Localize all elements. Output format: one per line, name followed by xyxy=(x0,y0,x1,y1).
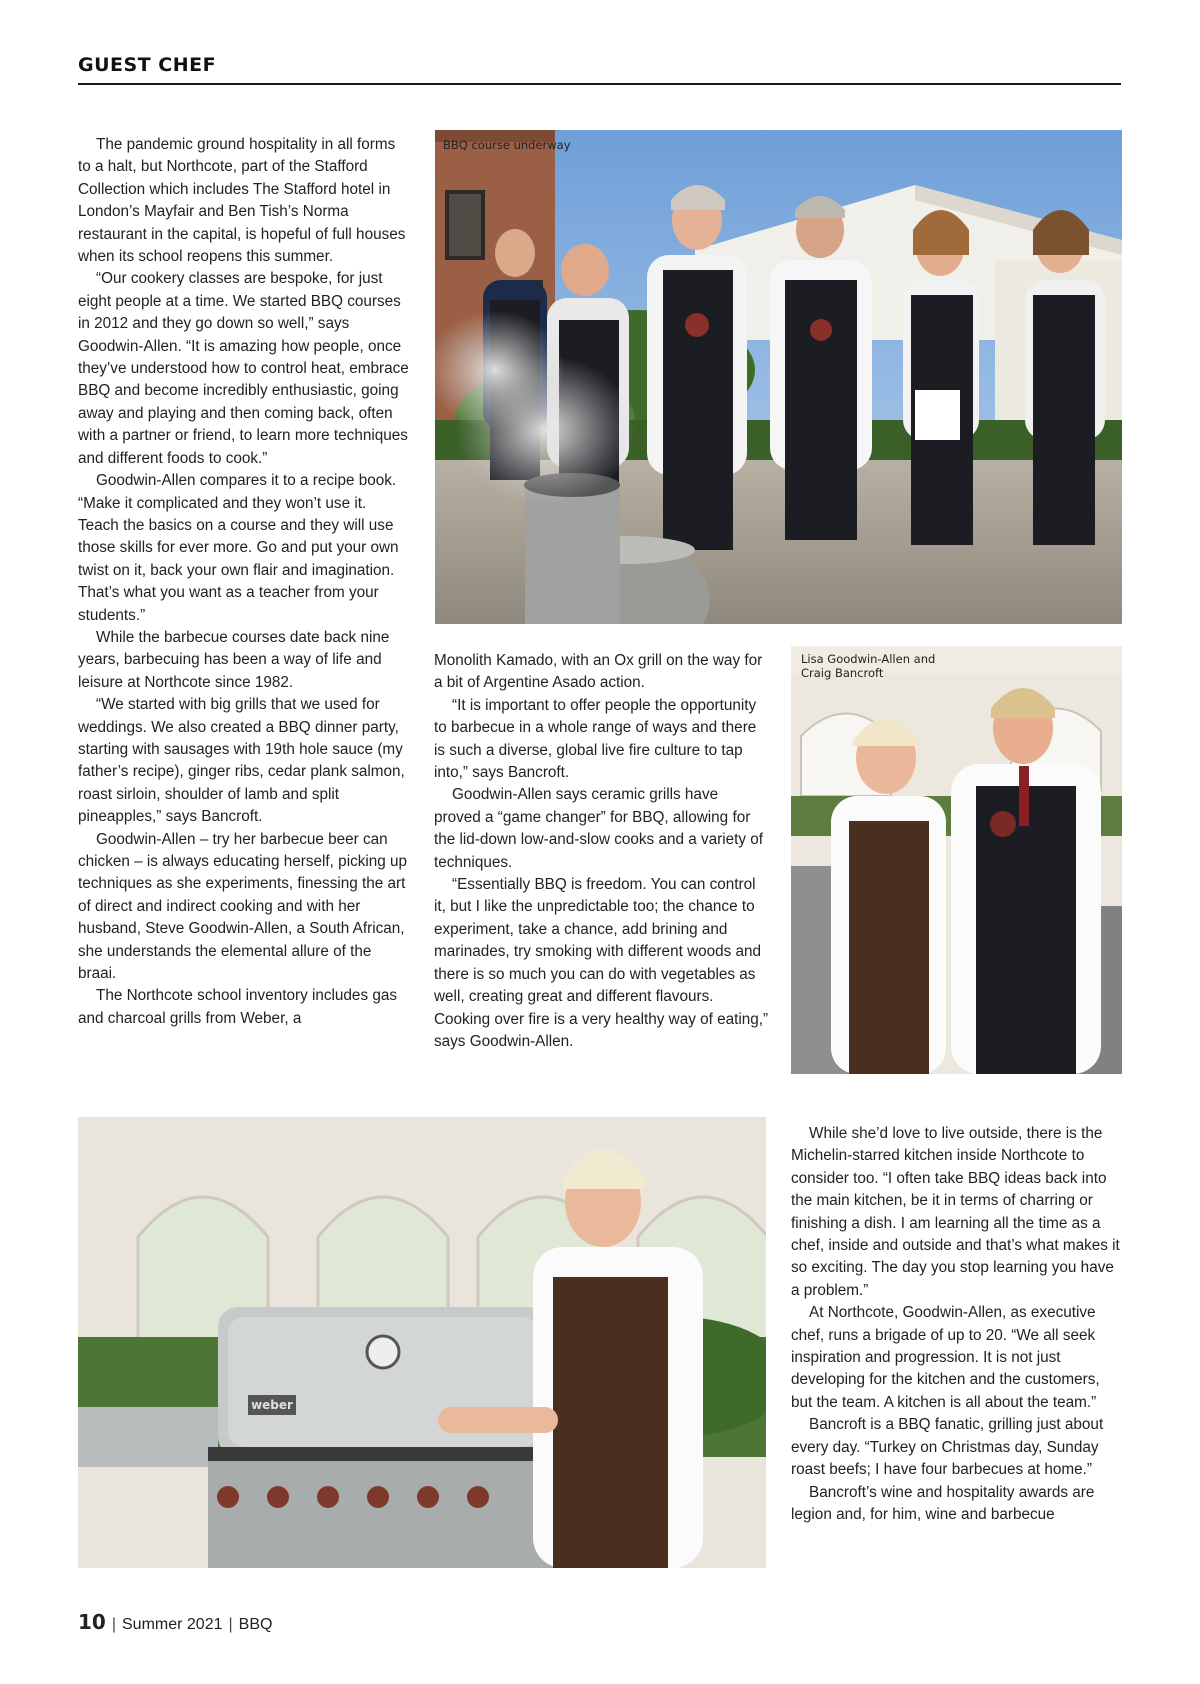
paragraph: “Our cookery classes are bespoke, for just eight people at a time. We started BBQ courses in 2012 and they go down so well,” says Goodwin-Allen. “It is amazing how people, once they’ve understood how to control heat, embrace BBQ and become incredibly enthusiastic, going away and playing and then coming back, often with a partner or friend, to learn more techniques and different foods to cook.” xyxy=(78,270,409,467)
paragraph: Goodwin-Allen says ceramic grills have proved a “game changer” for BBQ, allowing for the lid-down low-and-slow cooks and a variety of techniques. xyxy=(434,786,764,871)
paragraph: The Northcote school inventory includes gas and charcoal grills from Weber, a xyxy=(78,987,398,1027)
article-column-1 xyxy=(78,134,410,1030)
photo-chef-grill xyxy=(78,1117,766,1568)
issue-label: Summer 2021 xyxy=(122,1616,223,1633)
paragraph: Bancroft is a BBQ fanatic, grilling just about every day. “Turkey on Christmas day, Sunday roast beefs; I have four barbecues at home.” xyxy=(791,1416,1104,1479)
paragraph: Bancroft’s wine and hospitality awards are legion and, for him, wine and barbecue xyxy=(791,1483,1095,1523)
paragraph: While the barbecue courses date back nine years, barbecuing has been a way of life and leisure at Northcote since 1982. xyxy=(78,628,390,691)
header-rule xyxy=(78,83,1121,85)
article-column-3 xyxy=(791,1123,1124,1526)
paragraph: “We started with big grills that we used for weddings. We also created a BBQ dinner party, starting with sausages with 19th hole sauce (my father’s recipe), ginger ribs, cedar plank salmon, roast sirloin, shoulder of lamb and split pineapples,” says Bancroft. xyxy=(78,696,405,826)
paragraph: “Essentially BBQ is freedom. You can control it, but I like the unpredictable too; the chance to experiment, take a chance, add brining and marinades, try smoking with different woods and there is so much you can do with vegetables as well, creating great and different flavours. Cooking over fire is a very healthy way of eating,” says Goodwin-Allen. xyxy=(434,876,769,1050)
paragraph: At Northcote, Goodwin-Allen, as executive chef, runs a brigade of up to 20. “We all seek inspiration and progression. It is not just developing for the kitchen and the customers, but the team. A kitchen is all about the team.” xyxy=(791,1304,1100,1411)
paragraph: Goodwin-Allen – try her barbecue beer can chicken – is always educating herself, picking up techniques as she experiments, finessing the art of direct and indirect cooking and with her husband, Steve Goodwin-Allen, a South African, she understands the elemental allure of the braai. xyxy=(78,830,408,983)
paragraph: Monolith Kamado, with an Ox grill on the way for a bit of Argentine Asado action. xyxy=(434,652,763,692)
page-number: 10 xyxy=(78,1610,106,1634)
magazine-name: BBQ xyxy=(238,1616,273,1633)
section-label: GUEST CHEF xyxy=(78,54,217,76)
article-column-2 xyxy=(434,650,769,1053)
photo-caption: Lisa Goodwin-Allen and Craig Bancroft xyxy=(801,652,936,680)
footer-separator: | xyxy=(228,1616,233,1633)
paragraph: While she’d love to live outside, there is the Michelin-starred kitchen inside Northcote to consider too. “I often take BBQ ideas back into the main kitchen, be it in terms of charring or finishing a dish. I am learning all the time as a chef, inside and outside and that’s what makes it so exciting. The day you stop learning you have a problem.” xyxy=(791,1125,1120,1299)
paragraph: “It is important to offer people the opportunity to barbecue in a whole range of ways and there is such a diverse, global live fire culture to tap into,” says Bancroft. xyxy=(434,696,757,782)
weber-logo: weber xyxy=(251,1398,293,1412)
photo-chef-portrait xyxy=(791,646,1122,1074)
photo-bbq-course xyxy=(435,130,1122,624)
footer-separator: | xyxy=(111,1616,116,1633)
paragraph: Goodwin-Allen compares it to a recipe book. “Make it complicated and they won’t use it. Teach the basics on a course and they will use those skills for ever more. Go and put your own twist on it, back your own flair and imagination. That’s what you want as a teacher from your students.” xyxy=(78,472,399,624)
photo-caption: BBQ course underway xyxy=(443,138,571,152)
page-footer xyxy=(78,1610,272,1634)
paragraph: The pandemic ground hospitality in all forms to a halt, but Northcote, part of the Stafford Collection which includes The Stafford hotel in London’s Mayfair and Ben Tish’s Norma restaurant in the capital, is hopeful of full houses when its school reopens this summer. xyxy=(78,136,406,266)
